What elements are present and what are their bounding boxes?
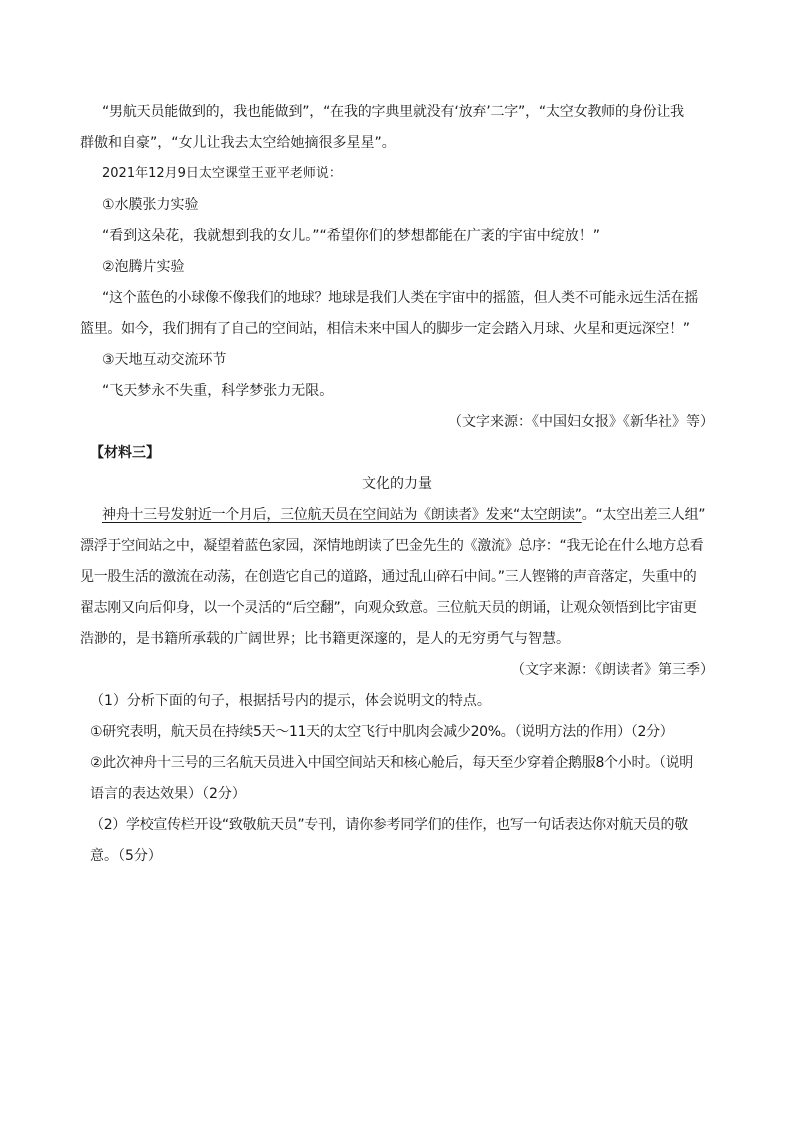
date-line: 2021年12月9日太空课堂王亚平老师说： <box>102 166 342 181</box>
source-note-2: （文字来源：《朗读者》第三季） <box>511 662 714 678</box>
experiment-2-quote-line-1: “这个蓝色的小球像不像我们的地球？地球是我们人类在宇宙中的摇篮，但人类不可能永远生活在摇 <box>102 290 699 306</box>
article-paragraph-line-4: 翟志刚又向后仰身，以一个灵活的“后空翻”，向观众致意。三位航天员的朗诵，让观众领悟到比宇宙更 <box>80 600 697 616</box>
question-1-item-b-line-2: 语言的表达效果）（2分） <box>90 786 246 802</box>
experiment-1-heading: ①水膜张力实验 <box>102 197 199 213</box>
session-3-quote: “飞天梦永不失重，科学梦张力无限。 <box>102 383 334 399</box>
experiment-1-quote: “看到这朵花，我就想到我的女儿。”“希望你们的梦想都能在广袤的宇宙中绽放！” <box>102 228 601 244</box>
session-3-heading: ③天地互动交流环节 <box>102 352 227 368</box>
article-title: 文化的力量 <box>362 476 432 492</box>
source-note-1: （文字来源：《中国妇女报》《新华社》等） <box>448 414 714 430</box>
article-paragraph-line-2: 漂浮于空间站之中，凝望着蓝色家园，深情地朗读了巴金先生的《激流》总序：“我无论在什么地方总看 <box>80 538 704 554</box>
question-1: （1）分析下面的句子，根据括号内的提示，体会说明文的特点。 <box>90 693 491 709</box>
question-1-item-b-line-1: ②此次神舟十三号的三名航天员进入中国空间站天和核心舱后，每天至少穿着企鹅服8个小时。（说明 <box>90 755 693 771</box>
experiment-2-quote-line-2: 篮里。如今，我们拥有了自己的空间站，相信未来中国人的脚步一定会踏入月球、火星和更远深空！” <box>80 321 690 337</box>
question-2-line-2: 意。（5分） <box>90 848 162 864</box>
underlined-sentence: 神舟十三号发射近一个月后，三位航天员在空间站为《朗读者》发来“太空朗读” <box>102 507 582 523</box>
article-line-1-rest: 。“太空出差三人组” <box>581 507 706 523</box>
article-paragraph-line-3: 见一股生活的激流在动荡，在创造它自己的道路，通过乱山碎石中间。”三人铿锵的声音落定，失重中的 <box>80 569 697 585</box>
question-1-item-a: ①研究表明，航天员在持续5天～11天的太空飞行中肌肉会减少20%。（说明方法的作用）（2分） <box>90 724 674 740</box>
quote-line-1: “男航天员能做到的，我也能做到”，“在我的字典里就没有‘放弃’二字”，“太空女教师的身份让我 <box>102 104 684 120</box>
article-paragraph-line-1 <box>102 505 705 525</box>
material-3-label: 【材料三】 <box>90 445 160 461</box>
question-2-line-1: （2）学校宣传栏开设“致敬航天员”专刊，请你参考同学们的佳作，也写一句话表达你对航天员的敬 <box>90 817 688 833</box>
article-paragraph-line-5: 浩渺的，是书籍所承载的广阔世界；比书籍更深邃的，是人的无穷勇气与智慧。 <box>80 631 570 647</box>
experiment-2-heading: ②泡腾片实验 <box>102 259 185 275</box>
quote-line-2: 群傲和自豪”，“女儿让我去太空给她摘很多星星”。 <box>80 135 396 151</box>
